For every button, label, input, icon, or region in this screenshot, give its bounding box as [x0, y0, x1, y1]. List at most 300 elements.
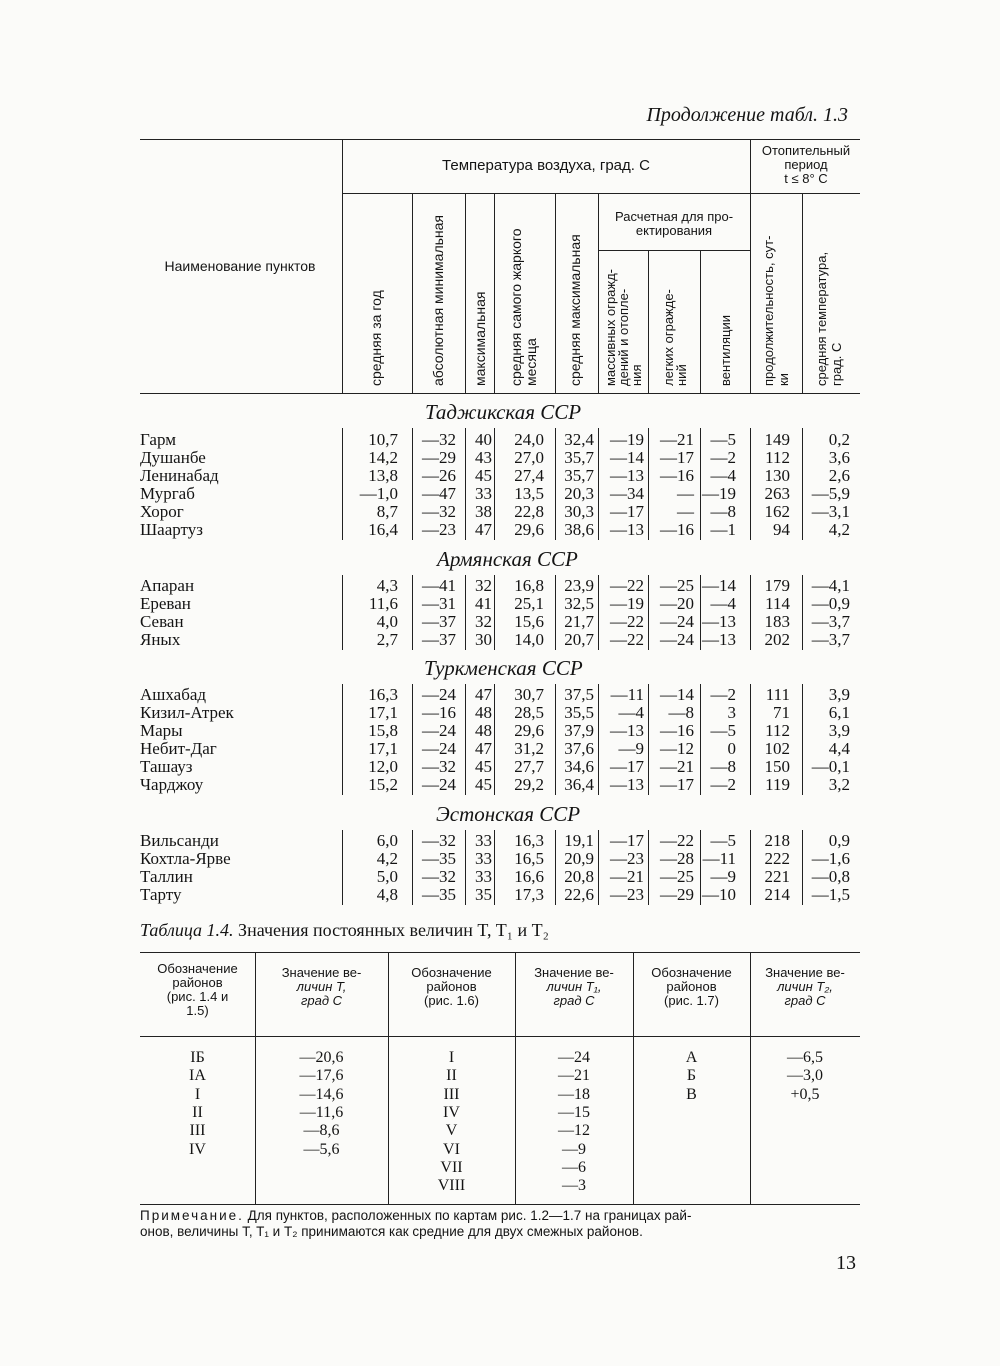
table-cell: 48 [475, 703, 492, 722]
station-name: Ленинабад [140, 466, 219, 485]
table-cell: —4 [710, 594, 736, 613]
table-row [0, 502, 1000, 521]
table-cell: 32 [475, 612, 492, 631]
table-cell: 15,8 [368, 721, 398, 740]
table-cell: 33 [475, 484, 492, 503]
table-cell: 16,3 [368, 685, 398, 704]
table-cell: —37 [422, 612, 456, 631]
table-cell: —8 [710, 502, 736, 521]
table-cell: —2 [710, 775, 736, 794]
table-cell: 35,5 [564, 703, 594, 722]
table-cell: — [677, 502, 694, 521]
table-cell: 14,0 [514, 630, 544, 649]
header-col-duration: продолжительность, сут- ки [761, 235, 791, 386]
table-row [0, 757, 1000, 776]
t14-zone-t1: IV [443, 1103, 460, 1121]
table-row [0, 466, 1000, 485]
table-cell: —24 [422, 721, 456, 740]
header-col-hottest-month: средняя самого жаркого месяца [508, 228, 539, 386]
table-cell: 3,9 [828, 685, 850, 704]
station-name: Ереван [140, 594, 191, 613]
table-cell: — [677, 484, 694, 503]
table-cell: 102 [764, 739, 790, 758]
t14-zone-t1: VII [440, 1158, 463, 1176]
t14-zone-t: I [194, 1085, 201, 1103]
section-title-turkmen: Туркменская ССР [424, 656, 583, 680]
table-cell: —1,0 [359, 484, 398, 503]
table-cell: 4,2 [828, 520, 850, 539]
t14-value-t: —8,6 [303, 1122, 340, 1140]
table-1-4-caption: Таблица 1.4. Значения постоянных величин T, T₁ и T₂ [140, 920, 549, 940]
station-name: Мары [140, 721, 183, 740]
table-cell: 30,7 [514, 685, 544, 704]
table-cell: —5 [710, 831, 736, 850]
table-cell: 37,6 [564, 739, 594, 758]
table-cell: —13 [702, 630, 736, 649]
table-cell: 17,1 [368, 703, 398, 722]
table-cell: 48 [475, 721, 492, 740]
table-row [0, 576, 1000, 595]
table-row [0, 630, 1000, 649]
table-cell: —21 [660, 430, 694, 449]
table-cell: 94 [773, 520, 790, 539]
station-name: Кохтла-Ярве [140, 849, 231, 868]
table-cell: —13 [610, 520, 644, 539]
t14-value-t1: —3 [562, 1177, 586, 1195]
table-cell: 31,2 [514, 739, 544, 758]
table-cell: —37 [422, 630, 456, 649]
table-cell: 45 [475, 466, 492, 485]
table-cell: —19 [702, 484, 736, 503]
table-cell: 17,1 [368, 739, 398, 758]
header-heating-period: Отопительный период t ≤ 8° C [761, 143, 851, 186]
table-row [0, 885, 1000, 904]
table-cell: —13 [610, 775, 644, 794]
table-cell: —17 [610, 502, 644, 521]
table-cell: 35,7 [564, 466, 594, 485]
table-cell: 112 [765, 721, 790, 740]
t14-zone-t: IА [189, 1067, 206, 1085]
section-title-tajik: Таджикская ССР [425, 400, 582, 424]
table-cell: 35,7 [564, 448, 594, 467]
table-row [0, 612, 1000, 631]
table-cell: 20,9 [564, 849, 594, 868]
header-col-mean-max: средняя максимальная [567, 234, 583, 386]
station-name: Таллин [140, 867, 193, 886]
table-cell: —24 [660, 630, 694, 649]
t14-zone-t2: А [685, 1049, 698, 1066]
table-cell: 27,4 [514, 466, 544, 485]
table-row [0, 520, 1000, 539]
table-cell: —17 [660, 448, 694, 467]
t14-value-t1: —24 [558, 1049, 590, 1066]
table-cell: 35 [475, 885, 492, 904]
table-cell: 11,6 [368, 594, 398, 613]
table-cell: 32,5 [564, 594, 594, 613]
table-cell: 179 [764, 576, 790, 595]
table-cell: 38,6 [564, 520, 594, 539]
table-cell: 0 [727, 739, 736, 758]
t14-value-t1: —15 [558, 1103, 590, 1121]
station-name: Яных [140, 630, 181, 649]
table-cell: 29,6 [514, 520, 544, 539]
table-cell: —9 [618, 739, 644, 758]
table-cell: 20,8 [564, 867, 594, 886]
table-cell: —14 [610, 448, 644, 467]
t14-header-value-t1: Значение ве- личин T₁, град С [534, 965, 614, 1008]
table-cell: —11 [702, 849, 736, 868]
table-cell: —34 [610, 484, 644, 503]
table-cell: 3,9 [828, 721, 850, 740]
table-cell: 45 [475, 775, 492, 794]
table-cell: 38 [475, 502, 492, 521]
table-cell: —5 [710, 721, 736, 740]
table-cell: —22 [660, 831, 694, 850]
t14-header-value-t2: Значение ве- личин T₂, град С [765, 965, 845, 1008]
header-col-light-walls: легких огражде- ний [661, 289, 689, 386]
page-number: 13 [836, 1252, 856, 1274]
station-name: Апаран [140, 576, 195, 595]
table-cell: 263 [764, 484, 790, 503]
table-cell: 47 [475, 739, 492, 758]
table-cell: —3,1 [811, 502, 850, 521]
t14-zone-t1: VI [443, 1140, 460, 1158]
table-cell: —3,7 [811, 612, 850, 631]
t14-zone-t: II [192, 1103, 203, 1121]
table-cell: —16 [660, 520, 694, 539]
table-cell: 40 [475, 430, 492, 449]
table-row [0, 448, 1000, 467]
table-cell: 5,0 [376, 867, 398, 886]
table-cell: 222 [764, 849, 790, 868]
table-cell: 29,6 [514, 721, 544, 740]
table-cell: —35 [422, 885, 456, 904]
table-cell: —23 [422, 520, 456, 539]
table-cell: 16,5 [514, 849, 544, 868]
table-cell: —3,7 [811, 630, 850, 649]
t14-header-value-t: Значение ве- личин T, град С [281, 965, 362, 1008]
table-cell: —1,6 [811, 849, 850, 868]
table-cell: 30,3 [564, 502, 594, 521]
table-cell: —29 [660, 885, 694, 904]
table-row [0, 721, 1000, 740]
section-title-armenian: Армянская ССР [437, 547, 578, 571]
table-cell: —20 [660, 594, 694, 613]
table-cell: —21 [610, 867, 644, 886]
table-cell: 37,5 [564, 685, 594, 704]
table-cell: 14,2 [368, 448, 398, 467]
station-name: Гарм [140, 430, 176, 449]
table-cell: —32 [422, 502, 456, 521]
table-cell: 10,7 [368, 430, 398, 449]
table-cell: —1,5 [811, 885, 850, 904]
t14-zone-t2: Б [686, 1067, 697, 1085]
table-cell: 32,4 [564, 430, 594, 449]
table-cell: 32 [475, 576, 492, 595]
table-row [0, 849, 1000, 868]
table-cell: 12,0 [368, 757, 398, 776]
table-cell: 47 [475, 685, 492, 704]
header-air-temperature: Температура воздуха, град. С [442, 157, 650, 174]
table-cell: 218 [764, 831, 790, 850]
table-cell: —35 [422, 849, 456, 868]
table-row [0, 484, 1000, 503]
station-name: Душанбе [140, 448, 206, 467]
table-cell: —22 [610, 612, 644, 631]
table-cell: —41 [422, 576, 456, 595]
table-cell: —8 [668, 703, 694, 722]
t14-zone-t: IБ [190, 1049, 205, 1066]
table-cell: —8 [710, 757, 736, 776]
table-cell: 4,3 [376, 576, 398, 595]
station-name: Небит-Даг [140, 739, 217, 758]
table-cell: —14 [660, 685, 694, 704]
table-cell: 150 [764, 757, 790, 776]
station-name: Чарджоу [140, 775, 204, 794]
table-cell: —11 [610, 685, 644, 704]
header-col-absolute-min: абсолютная минимальная [430, 214, 446, 386]
table-cell: —4 [618, 703, 644, 722]
t14-value-t1: —18 [558, 1085, 590, 1103]
header-col-ventilation: вентиляции [718, 315, 733, 386]
t14-value-t2: —6,5 [787, 1049, 823, 1066]
table-cell: 183 [764, 612, 790, 631]
t14-value-t2: +0,5 [790, 1085, 820, 1103]
table-cell: 3,2 [828, 775, 850, 794]
table-cell: 71 [773, 703, 790, 722]
table-cell: —13 [610, 466, 644, 485]
t14-value-t: —14,6 [299, 1085, 344, 1103]
table-cell: —16 [422, 703, 456, 722]
table-cell: —32 [422, 757, 456, 776]
table-cell: —32 [422, 831, 456, 850]
header-col-maximum: максимальная [472, 291, 488, 386]
station-name: Хорог [140, 502, 184, 521]
table-cell: 16,4 [368, 520, 398, 539]
table-row [0, 775, 1000, 794]
table-cell: 112 [765, 448, 790, 467]
table-cell: 2,6 [828, 466, 850, 485]
table-cell: 22,8 [514, 502, 544, 521]
table-cell: —19 [610, 594, 644, 613]
table-cell: 4,0 [376, 612, 398, 631]
table-cell: —32 [422, 867, 456, 886]
table-cell: 4,8 [376, 885, 398, 904]
header-design-temperature: Расчетная для про- ектирования [614, 209, 734, 238]
table-cell: —32 [422, 430, 456, 449]
table-cell: —17 [610, 831, 644, 850]
table-cell: 0,9 [828, 831, 850, 850]
table-cell: 2,7 [376, 630, 398, 649]
table-cell: 6,1 [828, 703, 850, 722]
table-cell: —0,8 [811, 867, 850, 886]
table-cell: 221 [764, 867, 790, 886]
table-cell: —2 [710, 448, 736, 467]
t14-value-t1: —21 [558, 1067, 590, 1085]
table-row [0, 867, 1000, 886]
station-name: Тарту [140, 885, 182, 904]
table-cell: —21 [660, 757, 694, 776]
t14-zone-t1: V [445, 1122, 458, 1140]
table-cell: —2 [710, 685, 736, 704]
table-cell: —4 [710, 466, 736, 485]
table-cell: 33 [475, 849, 492, 868]
t14-zone-t2: В [686, 1085, 697, 1103]
table-cell: —29 [422, 448, 456, 467]
table-note: Примечание. Для пунктов, расположенных по картам рис. 1.2—1.7 на границах рай- онов, величины T, T₁ и T₂ принимаются как средние для двух смежных районов. [140, 1208, 692, 1239]
table-cell: 149 [764, 430, 790, 449]
t14-value-t1: —12 [558, 1122, 590, 1140]
table-cell: 119 [765, 775, 790, 794]
table-cell: 36,4 [564, 775, 594, 794]
table-cell: —16 [660, 721, 694, 740]
table-cell: 29,2 [514, 775, 544, 794]
table-row [0, 430, 1000, 449]
table-cell: —19 [610, 430, 644, 449]
table-cell: 47 [475, 520, 492, 539]
header-name-column: Наименование пунктов [164, 258, 316, 274]
table-cell: 17,3 [514, 885, 544, 904]
table-cell: 13,5 [514, 484, 544, 503]
table-cell: 30 [475, 630, 492, 649]
table-row [0, 831, 1000, 850]
table-cell: —24 [422, 739, 456, 758]
table-cell: 16,3 [514, 831, 544, 850]
table-cell: 15,6 [514, 612, 544, 631]
table-cell: 28,5 [514, 703, 544, 722]
station-name: Шаартуз [140, 520, 203, 539]
header-col-mean-temperature: средняя температура, град. С [814, 251, 844, 386]
table-cell: 21,7 [564, 612, 594, 631]
table-cell: —24 [422, 685, 456, 704]
table-cell: 37,9 [564, 721, 594, 740]
table-cell: 16,8 [514, 576, 544, 595]
t14-value-t: —20,6 [299, 1049, 344, 1066]
table-row [0, 739, 1000, 758]
t14-zone-t1: II [446, 1067, 457, 1085]
table-cell: —13 [610, 721, 644, 740]
table-cell: 111 [765, 685, 790, 704]
table-row [0, 685, 1000, 704]
station-name: Ташауз [140, 757, 193, 776]
table-cell: —24 [422, 775, 456, 794]
table-cell: 34,6 [564, 757, 594, 776]
station-name: Севан [140, 612, 184, 631]
table-cell: 214 [764, 885, 790, 904]
table-row [0, 703, 1000, 722]
table-cell: —17 [660, 775, 694, 794]
table-cell: —14 [702, 576, 736, 595]
table-cell: 20,7 [564, 630, 594, 649]
station-name: Мургаб [140, 484, 195, 503]
table-cell: 3,6 [828, 448, 850, 467]
table-cell: 13,8 [368, 466, 398, 485]
t14-zone-t1: I [448, 1049, 455, 1066]
t14-zone-t1: VIII [437, 1177, 466, 1195]
table-cell: —9 [710, 867, 736, 886]
table-cell: 16,6 [514, 867, 544, 886]
table-cell: 15,2 [368, 775, 398, 794]
table-cell: 20,3 [564, 484, 594, 503]
table-cell: 4,2 [376, 849, 398, 868]
table-cell: —22 [610, 630, 644, 649]
station-name: Кизил-Атрек [140, 703, 234, 722]
table-cell: —4,1 [811, 576, 850, 595]
table-cell: —13 [702, 612, 736, 631]
table-cell: 25,1 [514, 594, 544, 613]
table-cell: 4,4 [828, 739, 850, 758]
table-cell: —23 [610, 885, 644, 904]
table-cell: 23,9 [564, 576, 594, 595]
table-cell: —25 [660, 867, 694, 886]
table-cell: —1 [710, 520, 736, 539]
t14-value-t: —11,6 [299, 1103, 344, 1121]
t14-value-t1: —6 [562, 1158, 586, 1176]
table-cell: —12 [660, 739, 694, 758]
table-cell: 33 [475, 867, 492, 886]
t14-value-t1: —9 [562, 1140, 586, 1158]
table-cell: —10 [702, 885, 736, 904]
section-title-estonian: Эстонская ССР [436, 802, 581, 826]
table-cell: —16 [660, 466, 694, 485]
table-cell: —0,9 [811, 594, 850, 613]
table-cell: —25 [660, 576, 694, 595]
table-cell: —17 [610, 757, 644, 776]
running-head: Продолжение табл. 1.3 [646, 104, 848, 126]
t14-header-zone-t1: Обозначение районов (рис. 1.6) [411, 965, 492, 1008]
t14-value-t2: —3,0 [787, 1067, 823, 1085]
table-cell: 45 [475, 757, 492, 776]
station-name: Ашхабад [140, 685, 207, 704]
table-cell: 43 [475, 448, 492, 467]
header-col-massive-walls: массивных огражд- дений и отопле- ния [603, 268, 644, 386]
t14-value-t: —5,6 [303, 1140, 340, 1158]
table-cell: 24,0 [514, 430, 544, 449]
header-col-annual-mean: средняя за год [368, 290, 384, 386]
table-cell: 0,2 [828, 430, 850, 449]
table-cell: 41 [475, 594, 492, 613]
t14-zone-t1: III [443, 1085, 460, 1103]
t14-header-zone-t: Обозначение районов (рис. 1.4 и 1.5) [157, 961, 238, 1018]
table-cell: —24 [660, 612, 694, 631]
station-name: Вильсанди [140, 831, 219, 850]
table-cell: 19,1 [564, 831, 594, 850]
t14-zone-t: IV [189, 1140, 206, 1158]
table-cell: 114 [765, 594, 790, 613]
table-cell: —47 [422, 484, 456, 503]
table-cell: —31 [422, 594, 456, 613]
table-cell: —0,1 [811, 757, 850, 776]
table-cell: 22,6 [564, 885, 594, 904]
table-cell: 162 [764, 502, 790, 521]
t14-zone-t: III [189, 1122, 206, 1140]
table-cell: 27,0 [514, 448, 544, 467]
table-cell: 202 [764, 630, 790, 649]
table-cell: 130 [764, 466, 790, 485]
table-row [0, 594, 1000, 613]
table-cell: 8,7 [376, 502, 398, 521]
t14-value-t: —17,6 [299, 1067, 344, 1085]
table-cell: —22 [610, 576, 644, 595]
t14-header-zone-t2: Обозначение районов (рис. 1.7) [651, 965, 732, 1008]
table-cell: 33 [475, 831, 492, 850]
table-cell: —26 [422, 466, 456, 485]
table-cell: —5,9 [811, 484, 850, 503]
table-cell: —23 [610, 849, 644, 868]
table-cell: 6,0 [376, 831, 398, 850]
table-cell: 27,7 [514, 757, 544, 776]
table-cell: —5 [710, 430, 736, 449]
